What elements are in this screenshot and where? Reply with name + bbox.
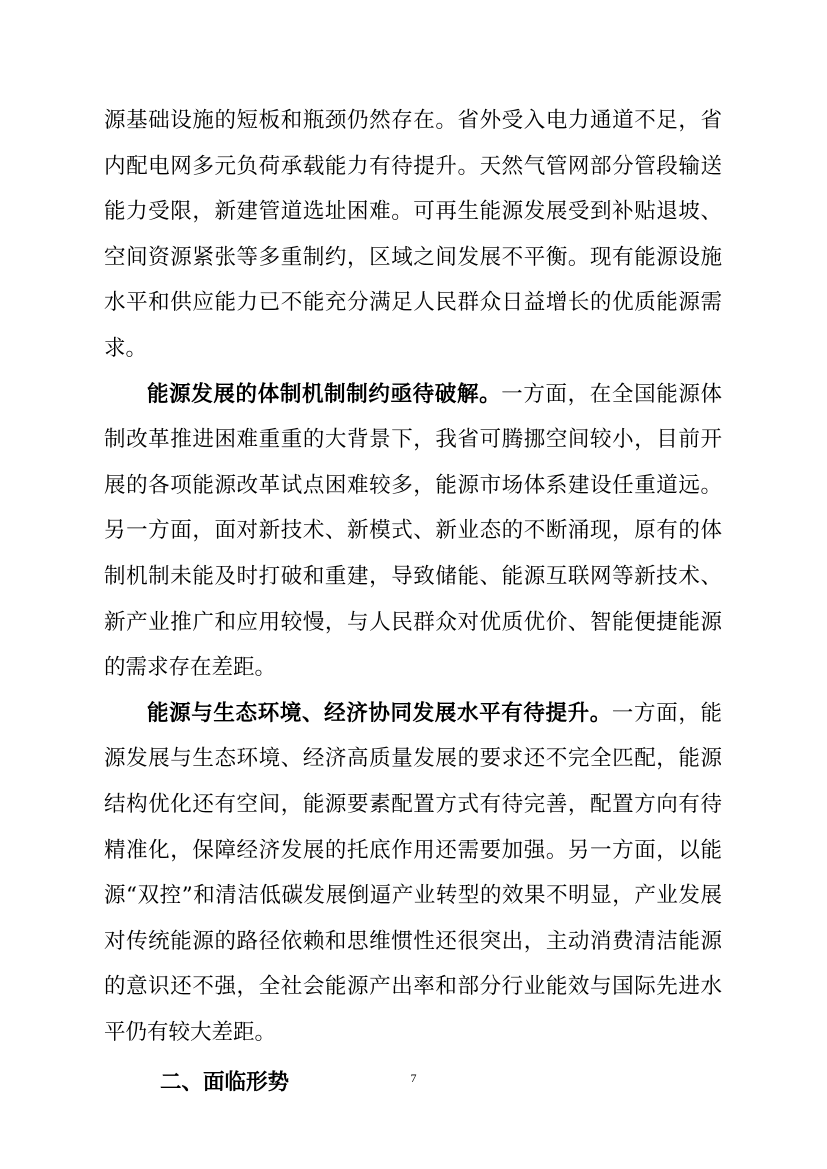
- paragraph-lead-heading: 能源与生态环境、经济协同发展水平有待提升。: [147, 700, 612, 726]
- paragraph-energy-ecology-economy: [104, 691, 722, 1056]
- section-heading: 二、面临形势: [160, 1070, 290, 1096]
- paragraph-text: 源基础设施的短板和瓶颈仍然存在。省外受入电力通道不足，省内配电网多元负荷承载能力有待提升。天然气管网部分管段输送能力受限，新建管道选址困难。可再生能源发展受到补贴退坡、空间资源紧张等多重制约，区域之间发展不平衡。现有能源设施水平和供应能力已不能充分满足人民群众日益增长的优质能源需求。: [104, 108, 722, 361]
- paragraph-text: 一方面，能源发展与生态环境、经济高质量发展的要求还不完全匹配，能源结构优化还有空间，能源要素配置方式有待完善，配置方向有待精准化，保障经济发展的托底作用还需要加强。另一方面，以能源“双控”和清洁低碳发展倒逼产业转型的效果不明显，产业发展对传统能源的路径依赖和思维惯性还很突出，主动消费清洁能源的意识还不强，全社会能源产出率和部分行业能效与国际先进水平仍有较大差距。: [104, 700, 722, 1045]
- paragraph-continued: [104, 98, 722, 372]
- paragraph-text: 一方面，在全国能源体制改革推进困难重重的大背景下，我省可腾挪空间较小，目前开展的各项能源改革试点困难较多，能源市场体系建设任重道远。另一方面，面对新技术、新模式、新业态的不断涌现，原有的体制机制未能及时打破和重建，导致储能、能源互联网等新技术、新产业推广和应用较慢，与人民群众对优质优价、智能便捷能源的需求存在差距。: [104, 381, 722, 681]
- paragraph-lead-heading: 能源发展的体制机制制约亟待破解。: [147, 381, 502, 407]
- body-text: [104, 98, 722, 1106]
- paragraph-energy-system-constraints: [104, 372, 722, 691]
- page-number: 7: [410, 1071, 417, 1085]
